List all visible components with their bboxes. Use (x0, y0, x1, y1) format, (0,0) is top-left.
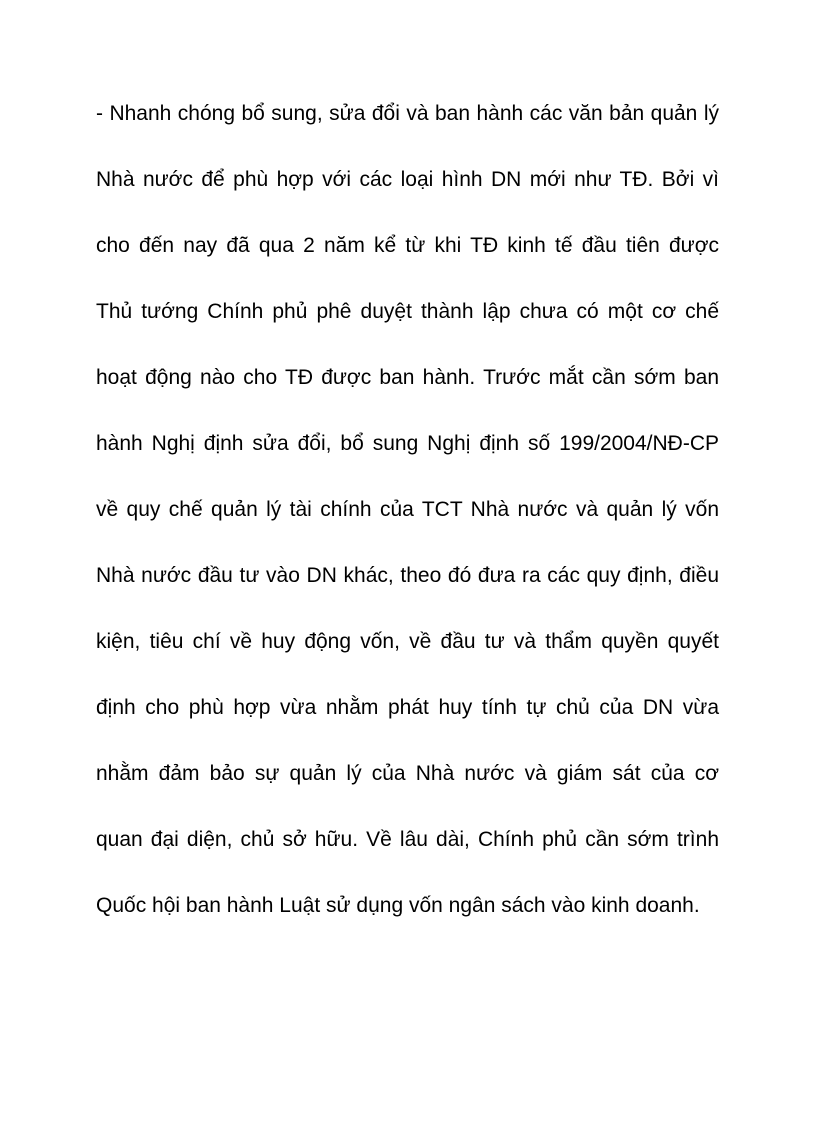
paragraph-line-6: hành Nghị định sửa đổi, bổ sung Nghị định số 199/2004/NĐ-CP (96, 432, 719, 455)
paragraph-line-7: về quy chế quản lý tài chính của TCT Nhà nước và quản lý vốn (96, 498, 719, 521)
paragraph-line-3: cho đến nay đã qua 2 năm kể từ khi TĐ kinh tế đầu tiên được (96, 234, 719, 257)
paragraph-line-1: - Nhanh chóng bổ sung, sửa đổi và ban hành các văn bản quản lý (96, 102, 719, 125)
paragraph-line-2: Nhà nước để phù hợp với các loại hình DN mới như TĐ. Bởi vì (96, 168, 719, 191)
paragraph-line-4: Thủ tướng Chính phủ phê duyệt thành lập chưa có một cơ chế (96, 300, 719, 323)
paragraph-line-8: Nhà nước đầu tư vào DN khác, theo đó đưa ra các quy định, điều (96, 564, 719, 587)
paragraph-line-5: hoạt động nào cho TĐ được ban hành. Trước mắt cần sớm ban (96, 366, 719, 389)
paragraph-line-9: kiện, tiêu chí về huy động vốn, về đầu tư và thẩm quyền quyết (96, 630, 719, 653)
paragraph-line-10: định cho phù hợp vừa nhằm phát huy tính tự chủ của DN vừa (96, 696, 719, 719)
paragraph-line-12: quan đại diện, chủ sở hữu. Về lâu dài, Chính phủ cần sớm trình (96, 828, 719, 851)
paragraph-line-11: nhằm đảm bảo sự quản lý của Nhà nước và giám sát của cơ (96, 762, 719, 785)
paragraph-line-13: Quốc hội ban hành Luật sử dụng vốn ngân sách vào kinh doanh. (96, 894, 700, 917)
